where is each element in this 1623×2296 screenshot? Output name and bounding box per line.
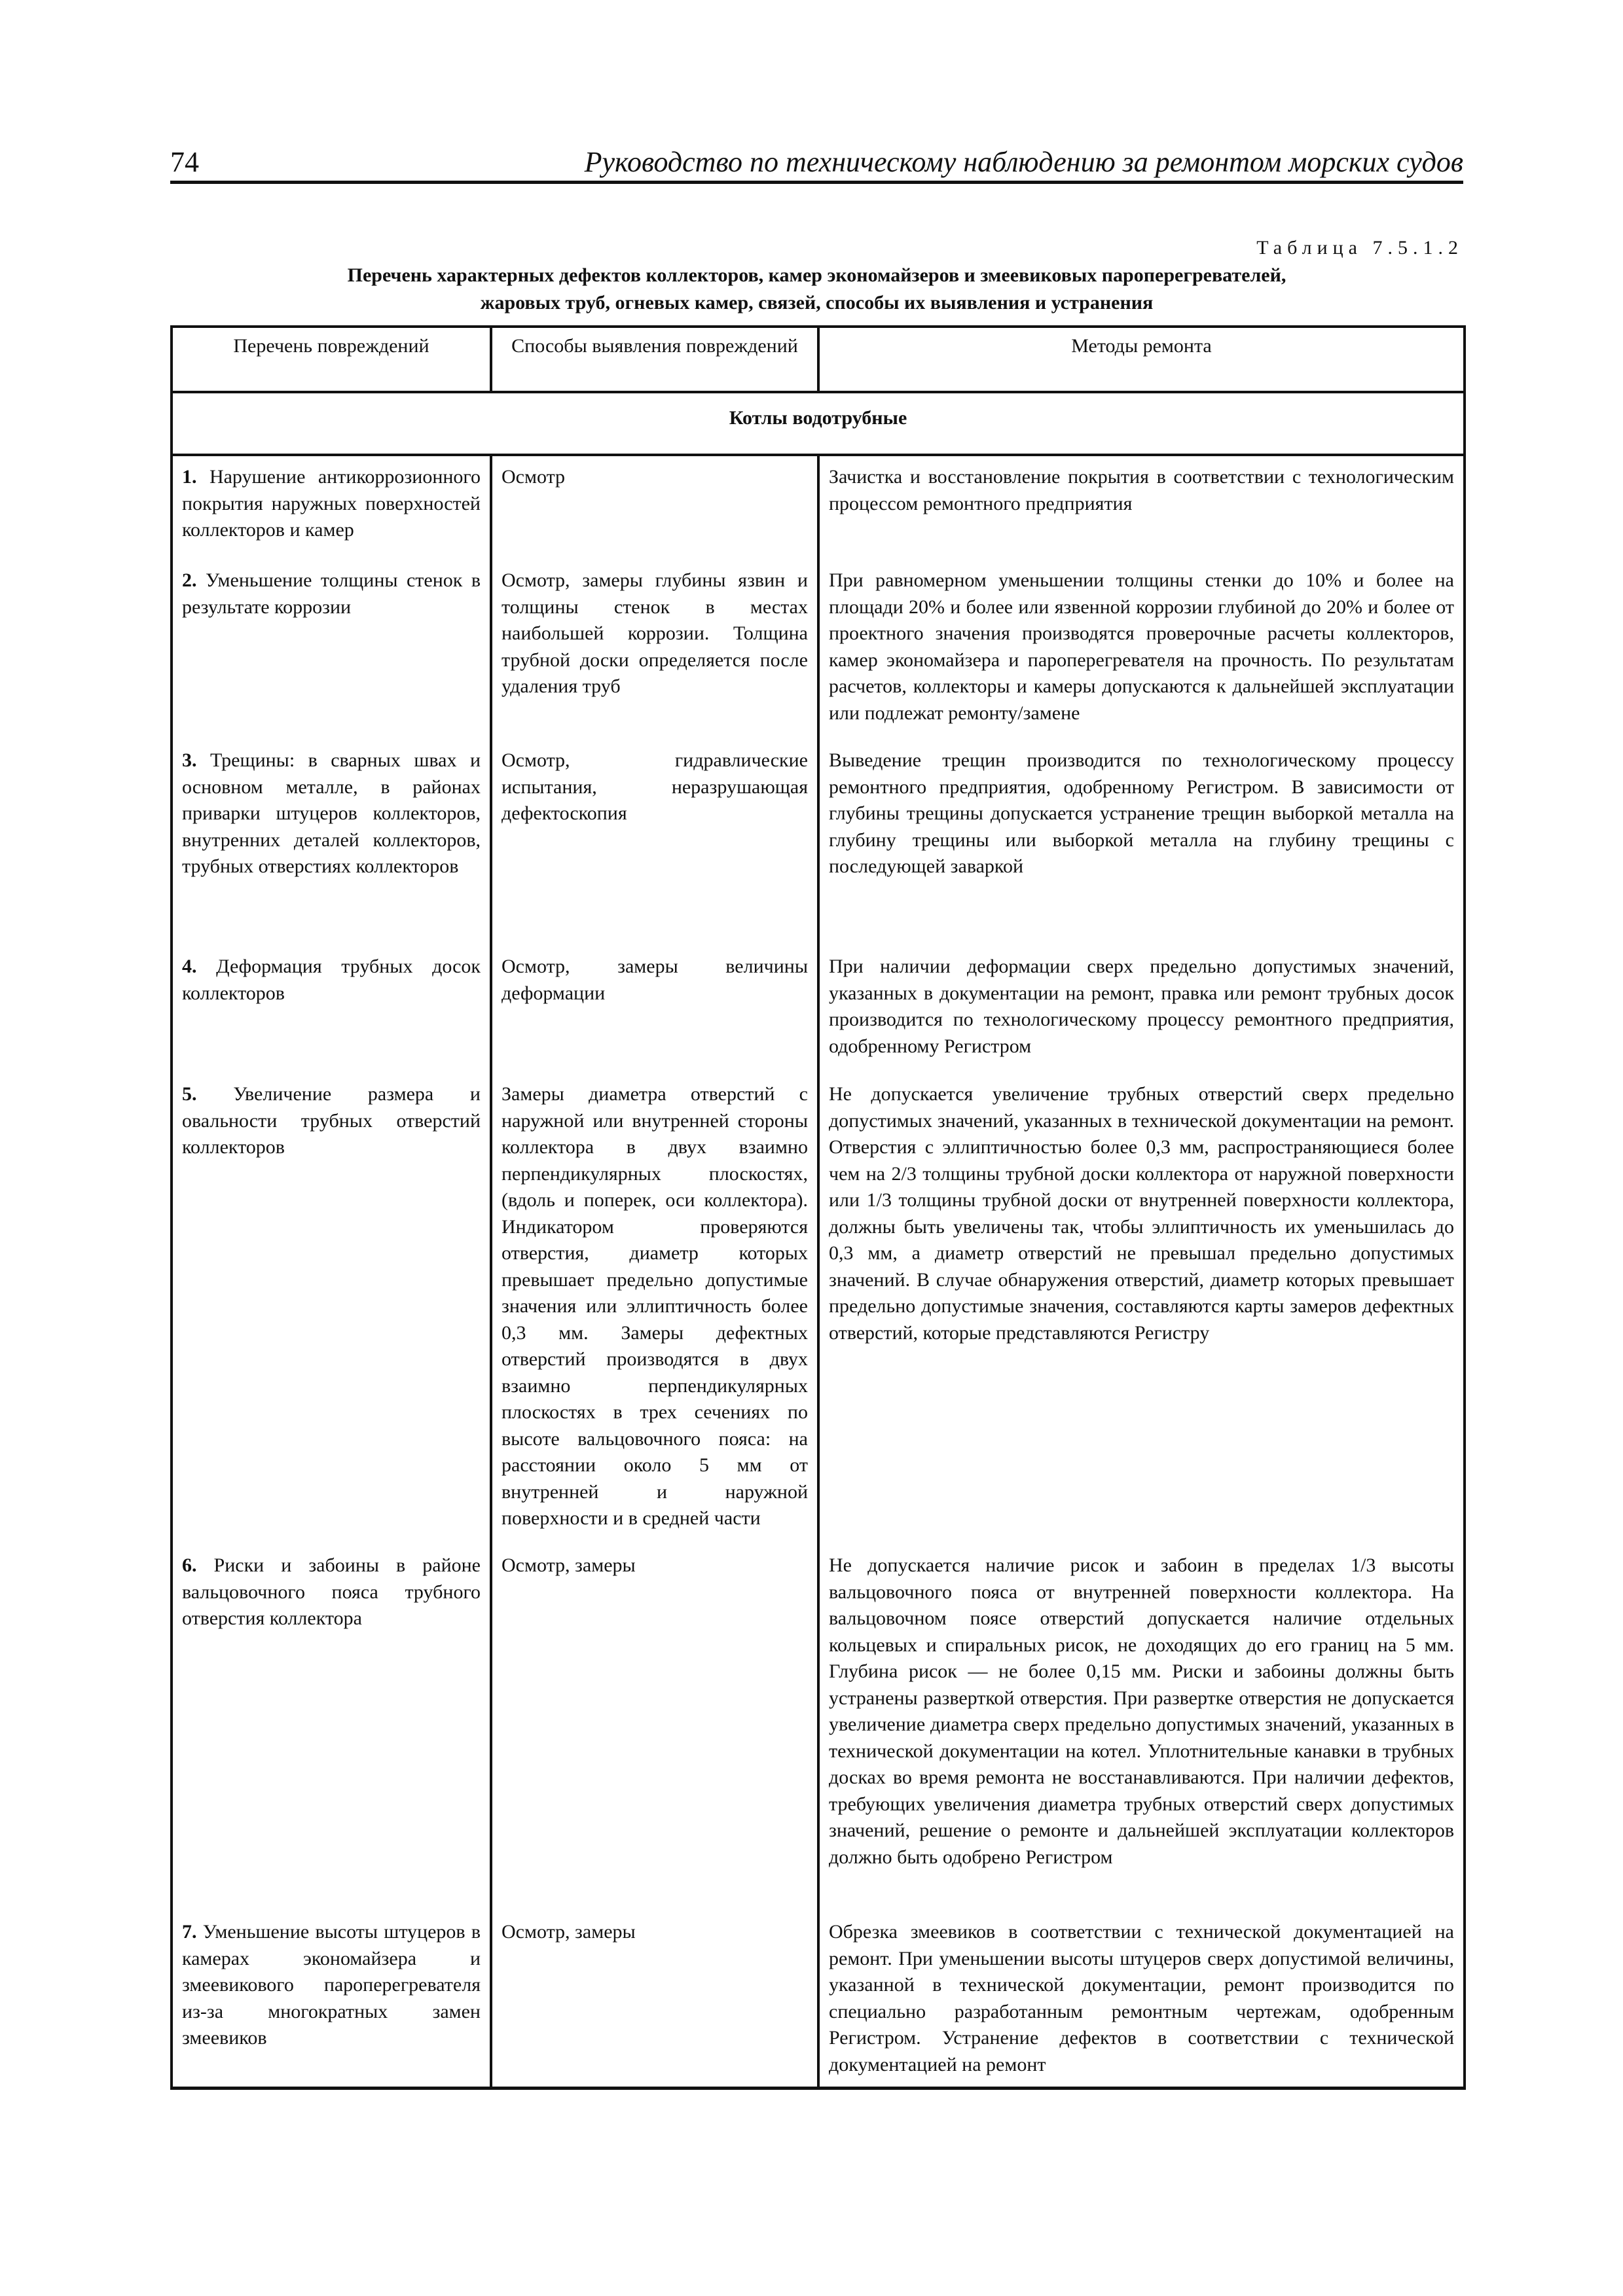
detection-cell: Замеры диаметра отверстий с наружной или внутренней стороны коллектора в двух взаимно перпендикулярных плоскостях, (вдоль и поперек, оси коллектора). Индикатором проверяются отверстия, диаметр которых превышает предельно допустимые значения или эллиптичность более 0,3 мм. Замеры дефектных отверстий производятся в двух взаимно перпендикулярных плоскостях в трех сечениях по высоте вальцовочного пояса: на расстоянии около 5 мм от внутренней и наружной поверхности и в средней части xyxy=(491,1073,818,1545)
column-header-damage: Перечень повреждений xyxy=(172,327,491,392)
row-number: 5. xyxy=(182,1083,197,1105)
detection-cell: Осмотр xyxy=(491,455,818,560)
row-number: 3. xyxy=(182,749,197,771)
damage-text: Трещины: в сварных швах и основном металле, в районах приварки штуцеров коллекторов, внутренних деталей коллекторов, трубных отверстиях коллекторов xyxy=(182,749,481,877)
row-number: 4. xyxy=(182,956,197,977)
damage-cell xyxy=(172,946,491,1073)
table-row xyxy=(172,455,1465,560)
table-row xyxy=(172,740,1465,946)
damage-text: Риски и забоины в районе вальцовочного пояса трубного отверстия коллектора xyxy=(182,1554,481,1629)
repair-cell: Обрезка змеевиков в соответствии с технической документацией на ремонт. При уменьшении высоты штуцеров сверх допустимой величины, указанной в технической документации, ремонт производится по специально разработанным ремонтным чертежам, одобренным Регистром. Устранение дефектов в соответствии с технической документацией на ремонт xyxy=(818,1911,1465,2088)
section-row xyxy=(172,392,1465,455)
table-row xyxy=(172,1545,1465,1911)
damage-cell xyxy=(172,1911,491,2088)
damage-text: Увеличение размера и овальности трубных отверстий коллекторов xyxy=(182,1083,481,1158)
row-number: 1. xyxy=(182,466,197,488)
damage-cell xyxy=(172,1545,491,1911)
damage-text: Нарушение антикоррозионного покрытия наружных поверхностей коллекторов и камер xyxy=(182,466,481,541)
row-number: 6. xyxy=(182,1554,197,1576)
defects-table xyxy=(170,325,1466,2090)
section-title: Котлы водотрубные xyxy=(172,392,1465,455)
row-number: 7. xyxy=(182,1921,197,1943)
repair-cell: При равномерном уменьшении толщины стенки до 10% и более на площади 20% и более или язвенной коррозии глубиной до 20% и более от проектного значения производятся проверочные расчеты коллекторов, камер экономайзера и пароперегревателя на прочность. По результатам расчетов, коллекторы и камеры допускаются к дальнейшей эксплуатации или подлежат ремонту/замене xyxy=(818,560,1465,740)
detection-cell: Осмотр, замеры xyxy=(491,1545,818,1911)
repair-cell: При наличии деформации сверх предельно допустимых значений, указанных в документации на ремонт, правка или ремонт трубных досок производится по технологическому процессу ремонтного предприятия, одобренному Регистром xyxy=(818,946,1465,1073)
repair-cell: Зачистка и восстановление покрытия в соответствии с технологическим процессом ремонтного предприятия xyxy=(818,455,1465,560)
page-header xyxy=(170,145,1463,184)
table-title-line-1: Перечень характерных дефектов коллекторов, камер экономайзеров и змеевиковых пароперегревателей, xyxy=(347,264,1286,286)
damage-text: Уменьшение толщины стенок в результате коррозии xyxy=(182,569,481,618)
table-row xyxy=(172,946,1465,1073)
damage-cell xyxy=(172,455,491,560)
table-title-line-2: жаровых труб, огневых камер, связей, способы их выявления и устранения xyxy=(480,292,1154,314)
table-title xyxy=(170,262,1463,317)
damage-text: Уменьшение высоты штуцеров в камерах экономайзера и змеевикового пароперегревателя из-за многократных замен змеевиков xyxy=(182,1921,481,2049)
page-number: 74 xyxy=(170,146,199,178)
detection-cell: Осмотр, замеры глубины язвин и толщины стенок в местах наибольшей коррозии. Толщина трубной доски определяется после удаления труб xyxy=(491,560,818,740)
column-header-detection: Способы выявления повреждений xyxy=(491,327,818,392)
detection-cell: Осмотр, замеры величины деформации xyxy=(491,946,818,1073)
damage-cell xyxy=(172,1073,491,1545)
table-label: Таблица 7.5.1.2 xyxy=(1256,237,1463,259)
damage-cell xyxy=(172,560,491,740)
repair-cell: Выведение трещин производится по технологическому процессу ремонтного предприятия, одобренному Регистром. В зависимости от глубины трещины допускается устранение трещин выборкой металла на глубину трещины или выборкой металла на глубину трещины с последующей заваркой xyxy=(818,740,1465,946)
repair-cell: Не допускается увеличение трубных отверстий сверх предельно допустимых значений, указанных в технической документации на ремонт. Отверстия с эллиптичностью более 0,3 мм, распространяющиеся более чем на 2/3 толщины трубной доски коллектора от наружной поверхности или 1/3 толщины трубной доски от внутренней поверхности коллектора, должны быть увеличены так, чтобы эллиптичность их уменьшилась до 0,3 мм, а диаметр отверстий не превышал предельно допустимых значений. В случае обнаружения отверстий, диаметр которых превышает предельно допустимые значения, составляются карты замеров дефектных отверстий, которые представляются Регистру xyxy=(818,1073,1465,1545)
damage-text: Деформация трубных досок коллекторов xyxy=(182,956,481,1004)
table-header-row xyxy=(172,327,1465,392)
detection-cell: Осмотр, гидравлические испытания, неразрушающая дефектоскопия xyxy=(491,740,818,946)
row-number: 2. xyxy=(182,569,197,591)
table-row xyxy=(172,560,1465,740)
repair-cell: Не допускается наличие рисок и забоин в пределах 1/3 высоты вальцовочного пояса от внутренней поверхности коллектора. На вальцовочном поясе отверстий допускается наличие отдельных кольцевых и спиральных рисок, не доходящих до его границ на 5 мм. Глубина рисок — не более 0,15 мм. Риски и забоины должны быть устранены разверткой отверстия. При развертке отверстия не допускается увеличение диаметра сверх предельно допустимых значений, указанных в технической документации на котел. Уплотнительные канавки в трубных досках во время ремонта не восстанавливаются. При наличии дефектов, требующих увеличения диаметра трубных отверстий сверх допустимых значений, решение о ремонте и дальнейшей эксплуатации коллекторов должно быть одобрено Регистром xyxy=(818,1545,1465,1911)
detection-cell: Осмотр, замеры xyxy=(491,1911,818,2088)
damage-cell xyxy=(172,740,491,946)
running-title: Руководство по техническому наблюдению за ремонтом морских судов xyxy=(584,146,1463,178)
table-row xyxy=(172,1911,1465,2088)
table-row xyxy=(172,1073,1465,1545)
column-header-repair: Методы ремонта xyxy=(818,327,1465,392)
